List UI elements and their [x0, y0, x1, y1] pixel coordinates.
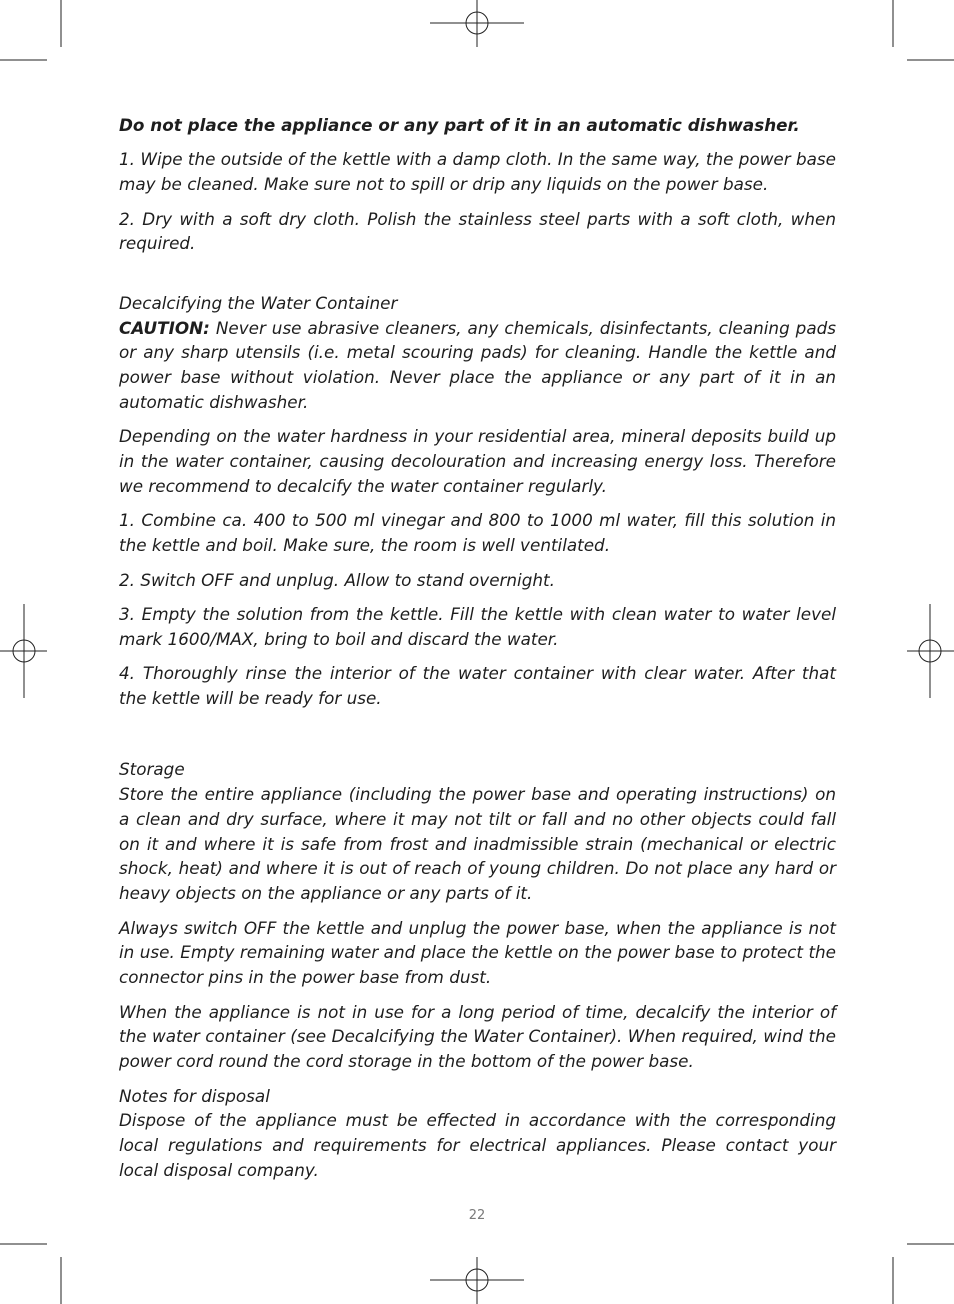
decalcifying-step-1: 1. Combine ca. 400 to 500 ml vinegar and 800 to 1000 ml water, fill this solution in the kettle and boil. Make sure, the room is well ventilated.	[119, 510, 836, 556]
caution-label: CAUTION:	[119, 317, 210, 338]
storage-paragraph-3: When the appliance is not in use for a long period of time, decalcify the interior of the water container (see Decalcifying the Water Container). When required, wind the power cord round the cord storage in the bottom of the power base.	[119, 1001, 836, 1072]
caution-paragraph	[119, 316, 836, 415]
storage-paragraph-1: Store the entire appliance (including the power base and operating instructions) on a clean and dry surface, where it may not tilt or fall and no other objects could fall on it and where it is safe from frost and inadmissible strain (mechanical or electric shock, heat) and where it is out of reach of young children. Do not place any hard or heavy objects on the appliance or any parts of it.	[119, 784, 836, 904]
decalcifying-step-2: 2. Switch OFF and unplug. Allow to stand overnight.	[119, 569, 555, 590]
storage-heading: Storage	[119, 759, 185, 780]
disposal-text: Dispose of the appliance must be effected in accordance with the corresponding local regulations and requirements for electrical appliances. Please contact your local disposal company.	[119, 1110, 836, 1181]
caution-text: Never use abrasive cleaners, any chemicals, disinfectants, cleaning pads or any sharp utensils (i.e. metal scouring pads) for cleaning. Handle the kettle and power base without violation. Never place the appliance or any part of it in an automatic dishwasher.	[119, 317, 836, 412]
decalcifying-intro: Depending on the water hardness in your residential area, mineral deposits build up in the water container, causing decolouration and increasing energy loss. Therefore we recommend to decalcify the water container regularly.	[119, 426, 836, 496]
cleaning-step-1: 1. Wipe the outside of the kettle with a damp cloth. In the same way, the power base may be cleaned. Make sure not to spill or drip any liquids on the power base.	[119, 149, 836, 195]
section-spacer	[119, 266, 836, 291]
storage-paragraph-2: Always switch OFF the kettle and unplug the power base, when the appliance is not in use. Empty remaining water and place the kettle on the power base to protect the connector pins in the power base from dust.	[119, 917, 836, 988]
dishwasher-warning: Do not place the appliance or any part of it in an automatic dishwasher.	[119, 115, 800, 135]
decalcifying-heading: Decalcifying the Water Container	[119, 292, 398, 313]
decalcifying-step-4: 4. Thoroughly rinse the interior of the water container with clear water. After that the kettle will be ready for use.	[119, 663, 836, 708]
decalcifying-step-3: 3. Empty the solution from the kettle. Fill the kettle with clean water to water level mark 1600/MAX, bring to boil and discard the water.	[119, 603, 836, 649]
disposal-heading: Notes for disposal	[119, 1085, 270, 1106]
section-spacer	[119, 720, 836, 757]
page-number: 22	[468, 1208, 486, 1223]
cleaning-step-2: 2. Dry with a soft dry cloth. Polish the stainless steel parts with a soft cloth, when required.	[119, 208, 836, 254]
manual-content	[119, 113, 836, 1192]
